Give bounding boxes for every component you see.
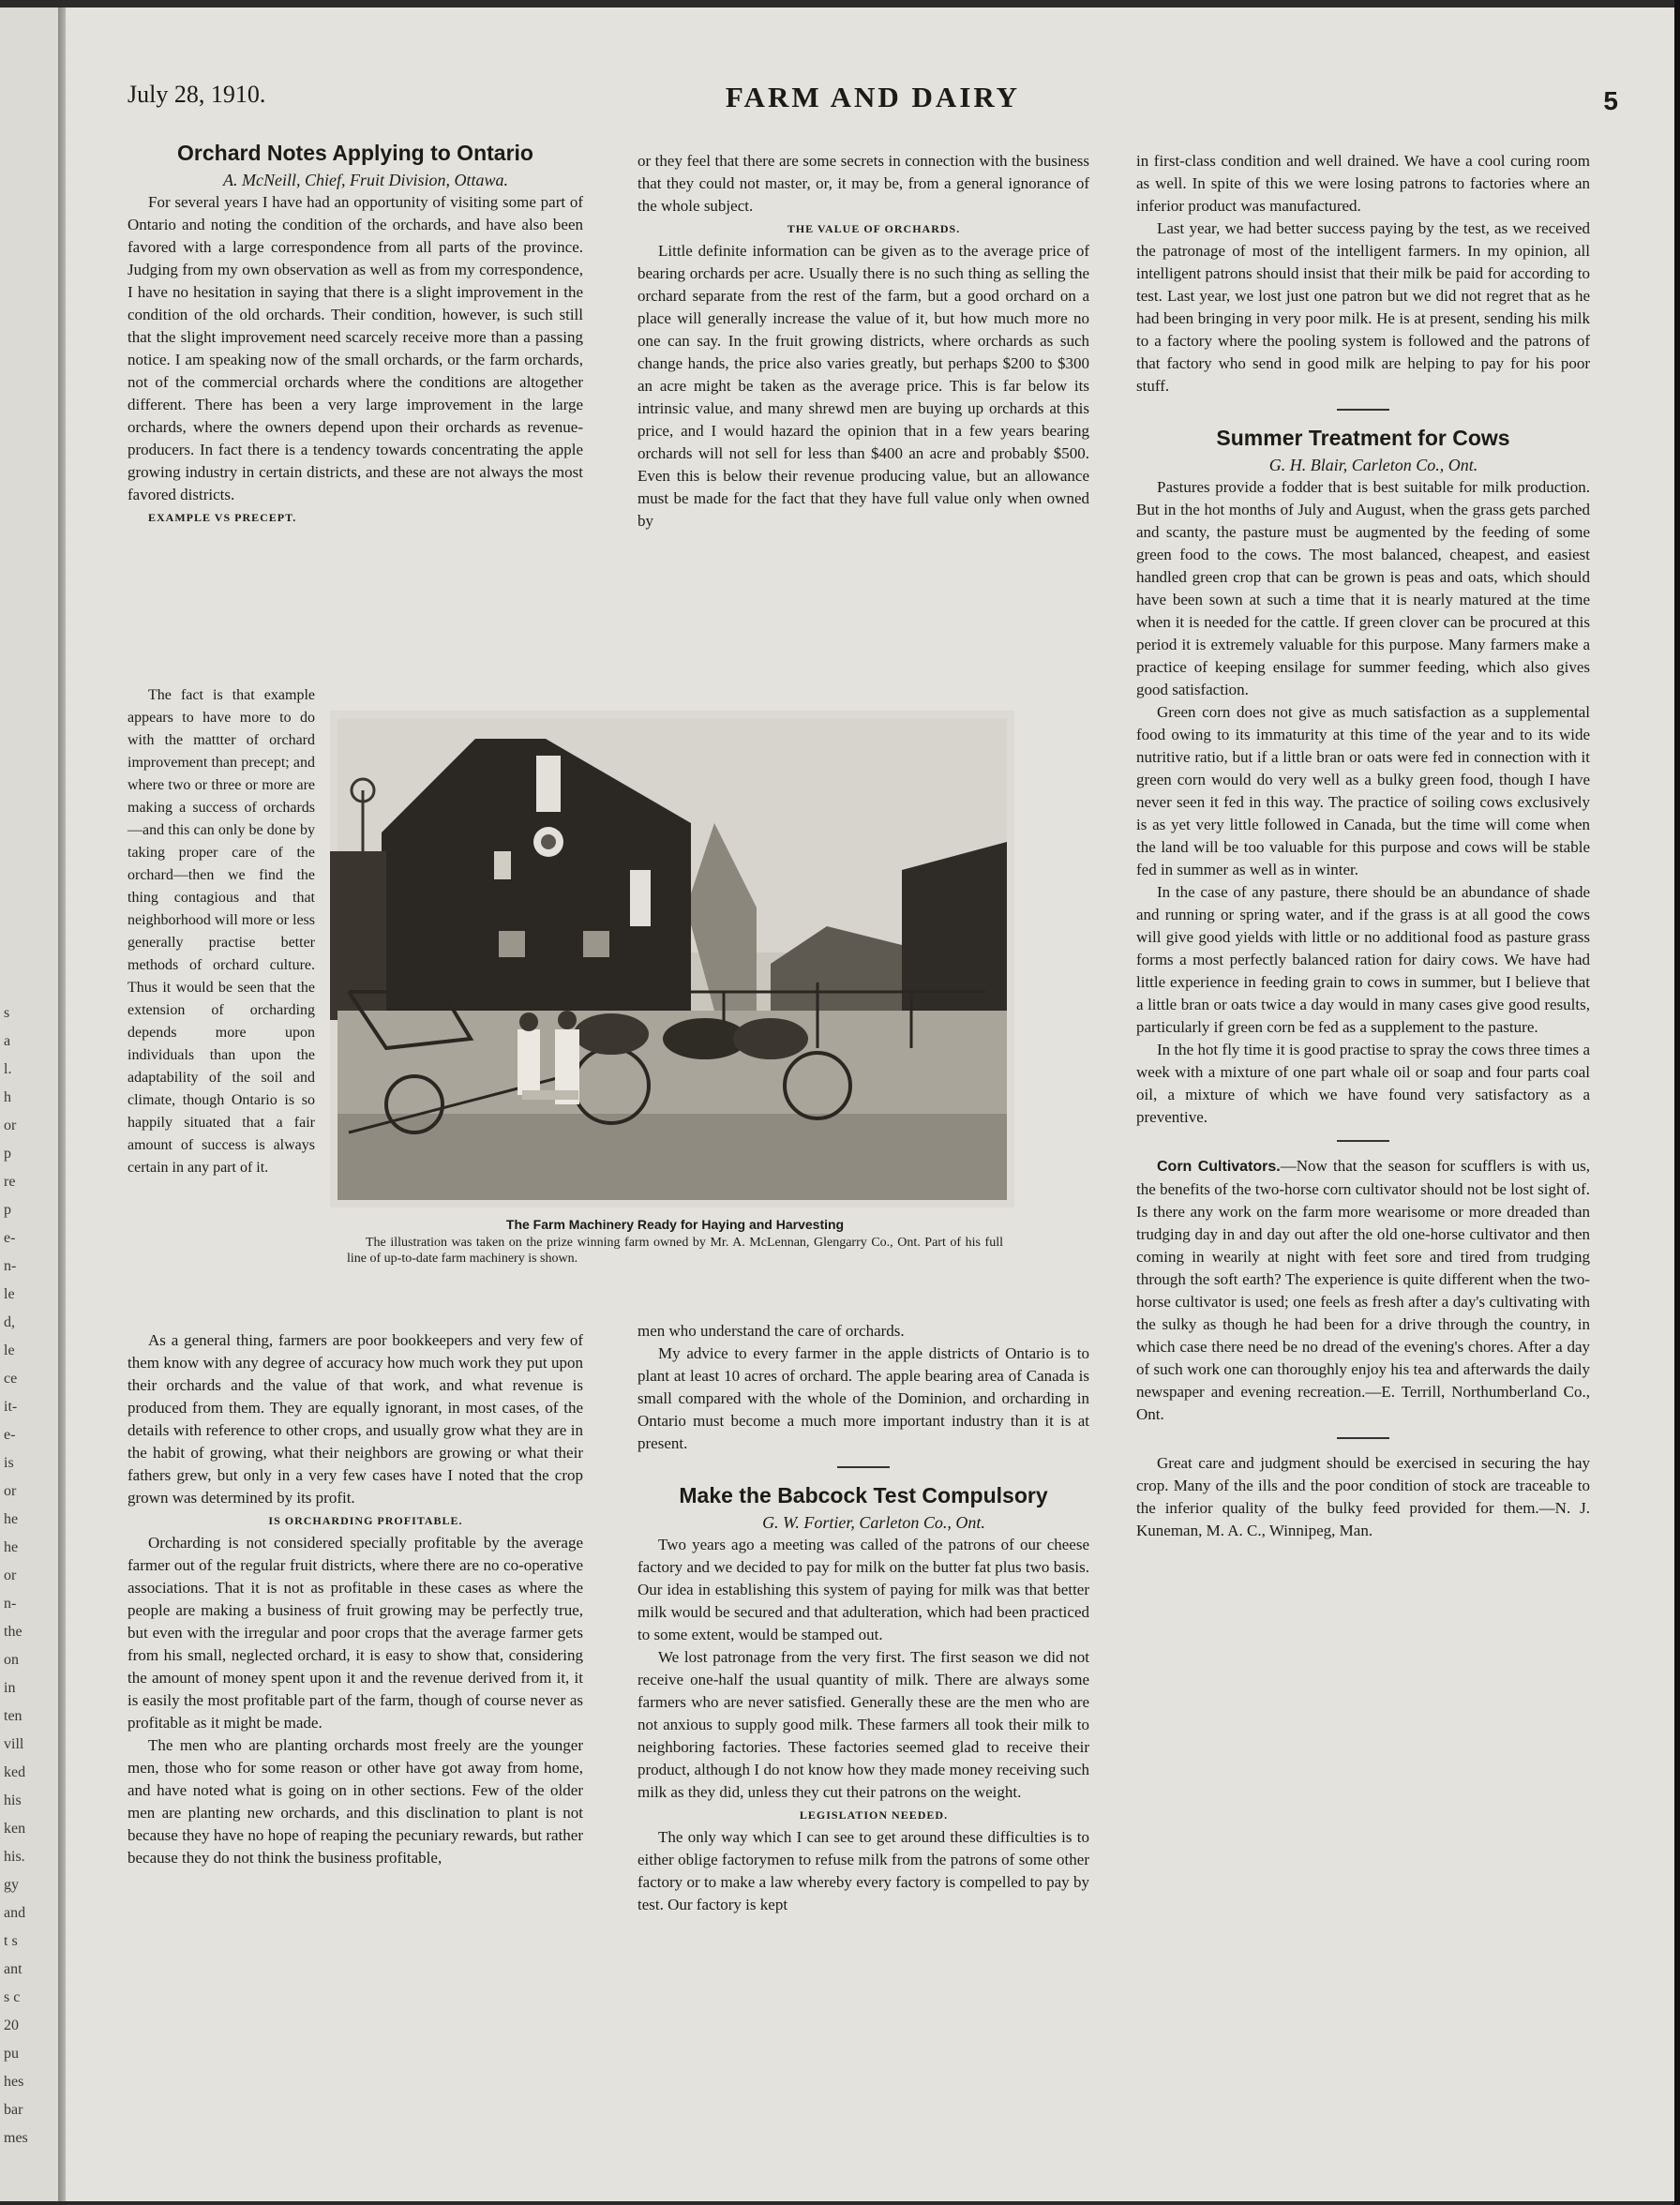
margin-fragment: ce (4, 1371, 18, 1387)
paragraph: For several years I have had an opportunity of visiting some part of Ontario and noting the condition of the orchards, and have also been favored with a large correspondence from all parts of the province. Judging from my own observation as well as from my correspondence, I have no hesitation in saying that there is a slight improvement in the condition of the old orchards. Their condition, however, is such still that the slight improvement need scarcely receive more than a passing notice. I am speaking now of the small orchards, or the farm orchards, not of the commercial orchards where the conditions are altogether different. There has been a very large improvement in the large orchards, where the owners depend upon their orchards as revenue-producers. In fact there is a tendency towards concentrating the apple growing industry in certain districts, and these are not always the most favored districts. (128, 193, 583, 503)
margin-fragment: ken (4, 1821, 26, 1837)
margin-fragment: or (4, 1483, 17, 1499)
section-rule (1337, 409, 1389, 411)
margin-fragment: he (4, 1511, 19, 1527)
paragraph: The only way which I can see to get around these difficulties is to either oblige factorymen to refuse milk from the patrons of some other factory or to make a law whereby every factory is compelled to pay by test. Our factory is kept (638, 1828, 1089, 1913)
paragraph: Last year, we had better success paying by the test, as we received the patronage of most of the intelligent farmers. In my opinion, all intelligent patrons should insist that their milk be paid for according to test. Last year, we lost just one patron but we did not regret that as he had been bringing in very poor milk. He is at present, sending his milk to a factory where the pooling system is followed and the patrons of that factory who send in good milk are helping to pay for his poor stuff. (1136, 219, 1590, 395)
margin-fragment: in (4, 1680, 16, 1696)
scan-edge (1674, 0, 1680, 2205)
page-header (128, 81, 1618, 128)
margin-fragment: or (4, 1118, 17, 1133)
article-title-orchard: Orchard Notes Applying to Ontario (177, 141, 533, 165)
margin-fragment: d, (4, 1314, 15, 1330)
paragraph: Pastures provide a fodder that is best suitable for milk production. But in the hot months of July and August, when the grass gets parched and scanty, the pasture must be augmented by the feeding of some green food to the cows. The most balanced, cheapest, and easiest handled green crop that can be grown is peas and oats, which should have been sown at such a time that it is nearly matured at the time when it is needed for the cattle. If green clover can be procured at this period it is extremely valuable for this purpose. Many farmers make a practice of keeping ensilage for summer feeding, which also gives good satisfaction. (1136, 478, 1590, 698)
paragraph: Little definite information can be given as to the average price of bearing orchards per acre. Usually there is no such thing as selling the orchard separate from the rest of the farm, but a good orchard on a place will generally increase the value of it, but how much more no one can say. In the fruit growing districts, where orchards as such change hands, the price also varies greatly, but perhaps $200 to $300 an acre might be taken as the average price. This is far below its intrinsic value, and many shrewd men are buying up orchards at this price, and I would hazard the opinion that in a few years bearing orchards will not sell for less than $400 an acre and probably $500. Even this is below their revenue producing value, but an allowance must be made for the fact that they have full value only when owned by (638, 242, 1089, 530)
page-number: 5 (1603, 86, 1618, 115)
margin-fragment: gy (4, 1877, 19, 1893)
subhead-legislation-needed: LEGISLATION NEEDED. (799, 1808, 949, 1822)
note-hay-crop: Great care and judgment should be exercised in securing the hay crop. Many of the ills and the poor condition of stock are traceable to the inferior quality of the bulky feed provided for them.—N. J. Kuneman, M. A. C., Winnipeg, Man. (1136, 1454, 1590, 1539)
issue-date: July 28, 1910. (128, 81, 266, 108)
margin-fragment: re (4, 1174, 16, 1190)
section-rule (1337, 1437, 1389, 1439)
paragraph: The men who are planting orchards most freely are the younger men, those who for some reason or other have got away from home, and have noted what is going on in other sections. Few of the older men are planting new orchards, and this disclination to plant is not because they have no hope of reaping the pecuniary rewards, but rather because they do not think the business profitable, (128, 1736, 583, 1867)
margin-fragment: on (4, 1652, 19, 1668)
note-corn-cultivators (1136, 1155, 1590, 1426)
article-title-babcock: Make the Babcock Test Compulsory (679, 1483, 1048, 1508)
margin-fragment: pu (4, 2046, 19, 2062)
note-lead: Corn Cultivators. (1157, 1159, 1281, 1175)
margin-fragment: s c (4, 1989, 21, 2005)
margin-fragment: or (4, 1568, 17, 1583)
photo-caption (347, 1217, 1003, 1267)
margin-fragment: n- (4, 1258, 17, 1274)
margin-fragment: the (4, 1624, 22, 1640)
margin-fragment: vill (4, 1736, 24, 1752)
margin-fragment: ked (4, 1764, 26, 1780)
margin-fragment: p (4, 1146, 11, 1162)
margin-fragment: and (4, 1905, 26, 1921)
margin-fragment: ten (4, 1708, 22, 1724)
paragraph: In the case of any pasture, there should be an abundance of shade and running or spring water, and if the grass is at all good the cows will give good yields with little or no additional food as pasture grass forms a most perfectly balanced ration for dairy cows. We have had little experience in feeding grain to cows in summer, but I believe that a little bran or oats twice a day would in many cases give good results, particularly if green corn be fed as a supplement to the pasture. (1136, 883, 1590, 1036)
note-body: —Now that the season for scufflers is with us, the benefits of the two-horse corn cultivator should not be lost sight of. Is there any work on the farm more wearisome or more dreaded than trudging day in and day out after the old one-horse cultivator and then coming in wearily at night with feet sore and tired from trudging through the soft earth? The experience is quite different when the two-horse cultivator is used; one feels as fresh after a day's cultivating with the sulky as though he had been for a drive through the country, in which case there need be no dread of the evening's chores. After a day of such work one can thoroughly enjoy his tea and afterwards the daily newspaper and evening recreation.—E. Terrill, Northumberland Co., Ont. (1136, 1157, 1590, 1423)
margin-fragment: ant (4, 1961, 22, 1977)
photo-caption-text: The illustration was taken on the prize winning farm owned by Mr. A. McLennan, Glengarry Co., Ont. Part of his full line of up-to-date farm machinery is shown. (347, 1236, 1003, 1266)
byline-summer-cows: G. H. Blair, Carleton Co., Ont. (1268, 456, 1478, 474)
margin-fragment: his (4, 1792, 22, 1808)
margin-fragment: p (4, 1202, 11, 1218)
masthead-title: FARM AND DAIRY (725, 81, 1021, 113)
margin-fragment: it- (4, 1399, 18, 1415)
adjacent-page-margin (0, 8, 66, 2201)
margin-fragment: n- (4, 1596, 17, 1612)
paragraph: Green corn does not give as much satisfaction as a supplemental food owing to its immaturity at this time of the year and to its wide nutritive ratio, but if a little bran or oats were fed in connection with it green corn would do very well as a bulky green food, though I have never seen it fed in this way. The practice of soiling cows exclusively is as yet very little followed in Canada, but the time will come when the land will be too valuable for this purpose and cows will be stable fed in summer as well as in winter. (1136, 703, 1590, 878)
margin-fragment: e- (4, 1230, 16, 1246)
margin-fragment: h (4, 1089, 11, 1105)
subhead-is-orcharding-profitable: IS ORCHARDING PROFITABLE. (268, 1514, 463, 1527)
article-orchard-col1-bottom (128, 1329, 583, 1869)
subhead-value-of-orchards: THE VALUE OF ORCHARDS. (787, 222, 961, 235)
margin-fragment: a (4, 1033, 11, 1049)
newspaper-page (66, 8, 1678, 2201)
margin-fragment: is (4, 1455, 14, 1471)
article-orchard-col1-narrow (128, 684, 315, 1179)
paragraph: Orcharding is not considered specially profitable by the average farmer out of the regular fruit districts, where there are no co-operative associations. That it is not as profitable in these cases as where the people are making a business of fruit growing may be perfectly true, but even with the irregular and poor crops that the average farmer gets from his small, neglected orchard, it is easy to show that, considering the amount of money spent upon it and the revenue derived from it, it is easily the most profitable part of the farm, though of course never as profitable as it might be made. (128, 1534, 583, 1732)
article-orchard-col2-bottom (638, 1320, 1089, 1916)
section-rule (837, 1466, 890, 1468)
margin-fragment: le (4, 1286, 15, 1302)
article-orchard-col2-top (638, 150, 1089, 532)
section-rule (1337, 1140, 1389, 1142)
paragraph: In the hot fly time it is good practise to spray the cows three times a week with a mixture of one part whale oil or soap and four parts coal oil, a mixture of which we have found very satisfactory as a preventive. (1136, 1041, 1590, 1126)
margin-fragment: 20 (4, 2018, 19, 2033)
margin-fragment: hes (4, 2074, 24, 2090)
paragraph: in first-class condition and well drained. We have a cool curing room as well. In spite of this we were losing patrons to factories where an inferior product was manufactured. (1136, 152, 1590, 215)
margin-fragment: s (4, 1005, 10, 1021)
margin-fragment: his. (4, 1849, 25, 1865)
paragraph: Two years ago a meeting was called of the patrons of our cheese factory and we decided to pay for milk on the butter fat plus two basis. Our idea in establishing this system of paying for milk was that better milk would be secured and that adulteration, which had been practiced to some extent, would be stamped out. (638, 1536, 1089, 1643)
subhead-example-vs-precept: EXAMPLE VS PRECEPT. (148, 511, 297, 524)
margin-fragment: he (4, 1539, 19, 1555)
margin-fragment: le (4, 1342, 15, 1358)
farm-machinery-photo (330, 711, 1014, 1208)
paragraph: The fact is that example appears to have more to do with the mattter of orchard improvement than precept; and where two or three or more are making a success of orchards—and this can only be done by taking proper care of the orchard—then we find the thing contagious and that neighborhood will more or less generally practise better methods of orchard culture. Thus it would be seen that the extension of orcharding depends more upon individuals than upon the adaptability of the soil and climate, though Ontario is so happily situated that a fair amount of success is always certain in any part of it. (128, 687, 315, 1176)
margin-fragment: l. (4, 1061, 12, 1077)
paragraph: As a general thing, farmers are poor bookkeepers and very few of them know with any degree of accuracy how much work they put upon their orchards and the value of that work, and what revenue is produced from them. They are equally ignorant, in most cases, of the details with reference to other crops, and usually grow what they are in the habit of growing, what their neighbors are growing or what their fathers grew, but only in a very few cases have I noted that the crop grown was determined by its profit. (128, 1331, 583, 1507)
article-orchard-col1-top (128, 139, 583, 529)
paragraph: My advice to every farmer in the apple districts of Ontario is to plant at least 10 acres of orchard. The apple bearing area of Canada is small compared with the whole of the Dominion, and orcharding in Ontario must become a much more important industry than it is at present. (638, 1344, 1089, 1452)
margin-fragment: bar (4, 2102, 23, 2118)
byline-babcock: G. W. Fortier, Carleton Co., Ont. (762, 1513, 985, 1532)
paragraph: men who understand the care of orchards. (638, 1322, 905, 1340)
paragraph: We lost patronage from the very first. The first season we did not receive one-half the usual quantity of milk. There are always some farmers who are never satisfied. Generally these are the men who are not anxious to supply good milk. These farmers all took their milk to neighboring factories. These factories seemed glad to receive their product, although I do not know how they made money receiving such milk as they did, unless they cut their patrons on the weight. (638, 1648, 1089, 1801)
article-title-summer-cows: Summer Treatment for Cows (1216, 426, 1510, 450)
margin-fragment: mes (4, 2130, 28, 2146)
column-three (1136, 150, 1590, 1542)
photo-caption-title: The Farm Machinery Ready for Haying and Harvesting (505, 1217, 845, 1232)
paragraph: or they feel that there are some secrets in connection with the business that they could not master, or, it may be, from a general ignorance of the whole subject. (638, 152, 1089, 215)
margin-fragment: t s (4, 1933, 18, 1949)
barn-photo-illustration (330, 711, 1014, 1208)
byline-orchard: A. McNeill, Chief, Fruit Division, Ottawa. (223, 171, 508, 189)
margin-fragment: e- (4, 1427, 16, 1443)
